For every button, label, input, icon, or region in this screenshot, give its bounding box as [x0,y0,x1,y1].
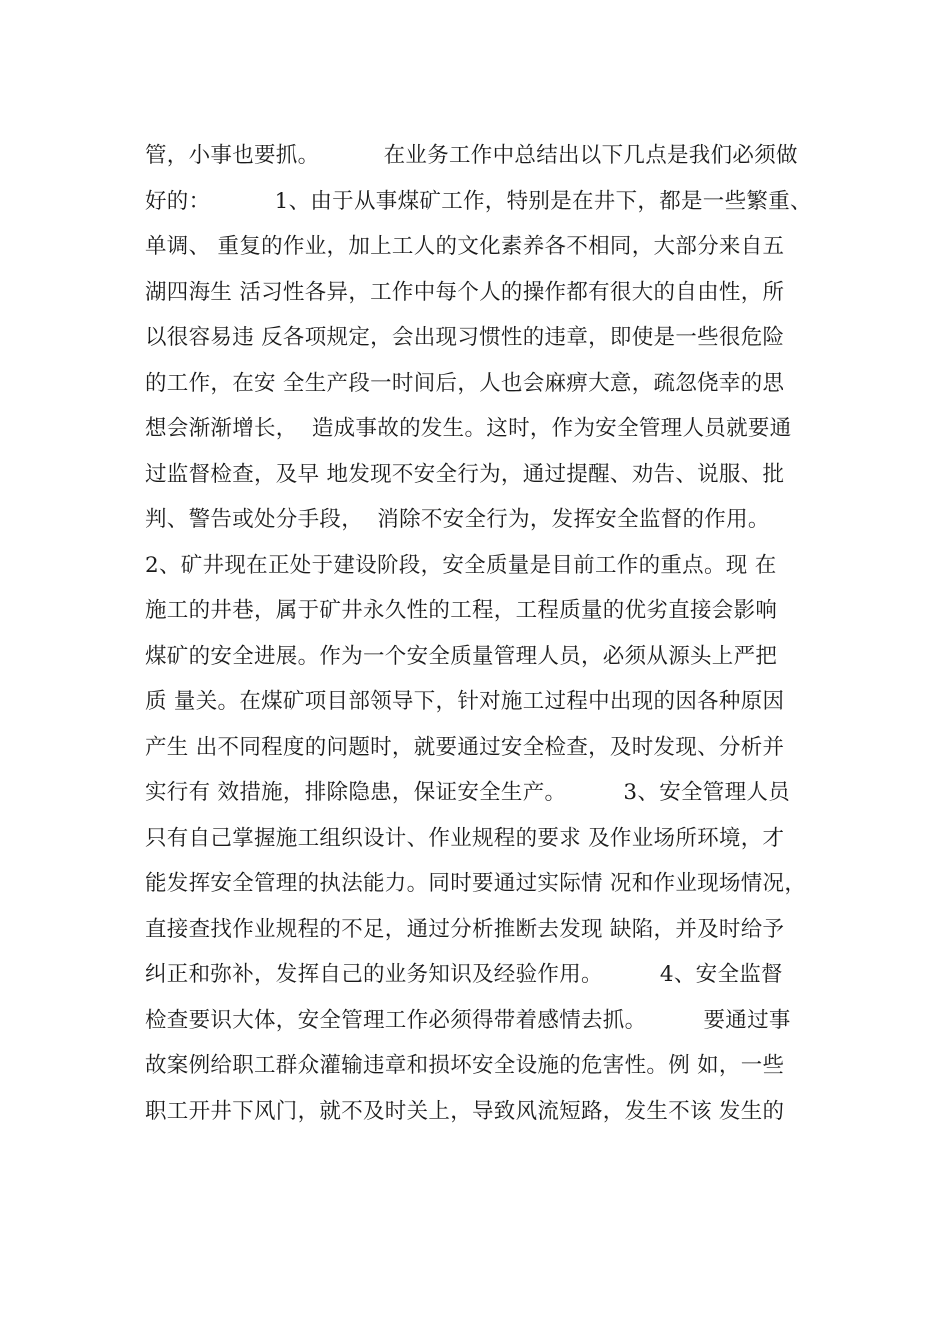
text-line: 职工开井下风门，就不及时关上，导致风流短路，发生不该 发生的 [145,1098,785,1124]
text-line: 纠正和弥补，发挥自己的业务知识及经验作用。 4、安全监督 [145,962,783,987]
text-line: 施工的井巷，属于矿井永久性的工程，工程质量的优劣直接会影响 [145,598,778,623]
text-line: 实行有 效措施，排除隐患，保证安全生产。 3、安全管理人员 [145,780,790,805]
text-line: 想会渐渐增长， 造成事故的发生。这时，作为安全管理人员就要通 [145,416,792,441]
text-line: 煤矿的安全进展。作为一个安全质量管理人员，必须从源头上严把 [145,643,778,669]
text-line: 管，小事也要抓。 在业务工作中总结出以下几点是我们必须做 [145,143,798,168]
text-line: 故案例给职工群众灌输违章和损坏安全设施的危害性。例 如，一些 [145,1053,785,1078]
text-line: 的工作，在安 全生产段一时间后，人也会麻痹大意，疏忽侥幸的思 [145,370,785,396]
text-line: 过监督检查，及早 地发现不安全行为，通过提醒、劝告、说服、批 [145,461,785,487]
text-line: 湖四海生 活习性各异，工作中每个人的操作都有很大的自由性，所 [145,279,785,305]
text-line: 直接查找作业规程的不足，通过分析推断去发现 缺陷，并及时给予 [145,916,785,942]
text-line: 检查要识大体，安全管理工作必须得带着感情去抓。 要通过事 [145,1007,791,1033]
text-line: 产生 出不同程度的问题时，就要通过安全检查，及时发现、分析并 [145,734,785,760]
text-line: 判、警告或处分手段， 消除不安全行为，发挥安全监督的作用。 [145,507,770,532]
text-line: 质 量关。在煤矿项目部领导下，针对施工过程中出现的因各种原因 [145,689,785,714]
text-line: 能发挥安全管理的执法能力。同时要通过实际情 况和作业现场情况， [145,871,807,896]
text-line: 以很容易违 反各项规定，会出现习惯性的违章，即使是一些很危险 [145,325,785,350]
text-line: 好的： 1、由于从事煤矿工作，特别是在井下，都是一些繁重、 [145,188,812,214]
text-line: 只有自己掌握施工组织设计、作业规程的要求 及作业场所环境，才 [145,825,785,851]
text-line: 单调、 重复的作业，加上工人的文化素养各不相同，大部分来自五 [145,234,785,259]
text-line: 2、矿井现在正处于建设阶段，安全质量是目前工作的重点。现 在 [145,552,777,578]
body-text [145,133,845,1134]
